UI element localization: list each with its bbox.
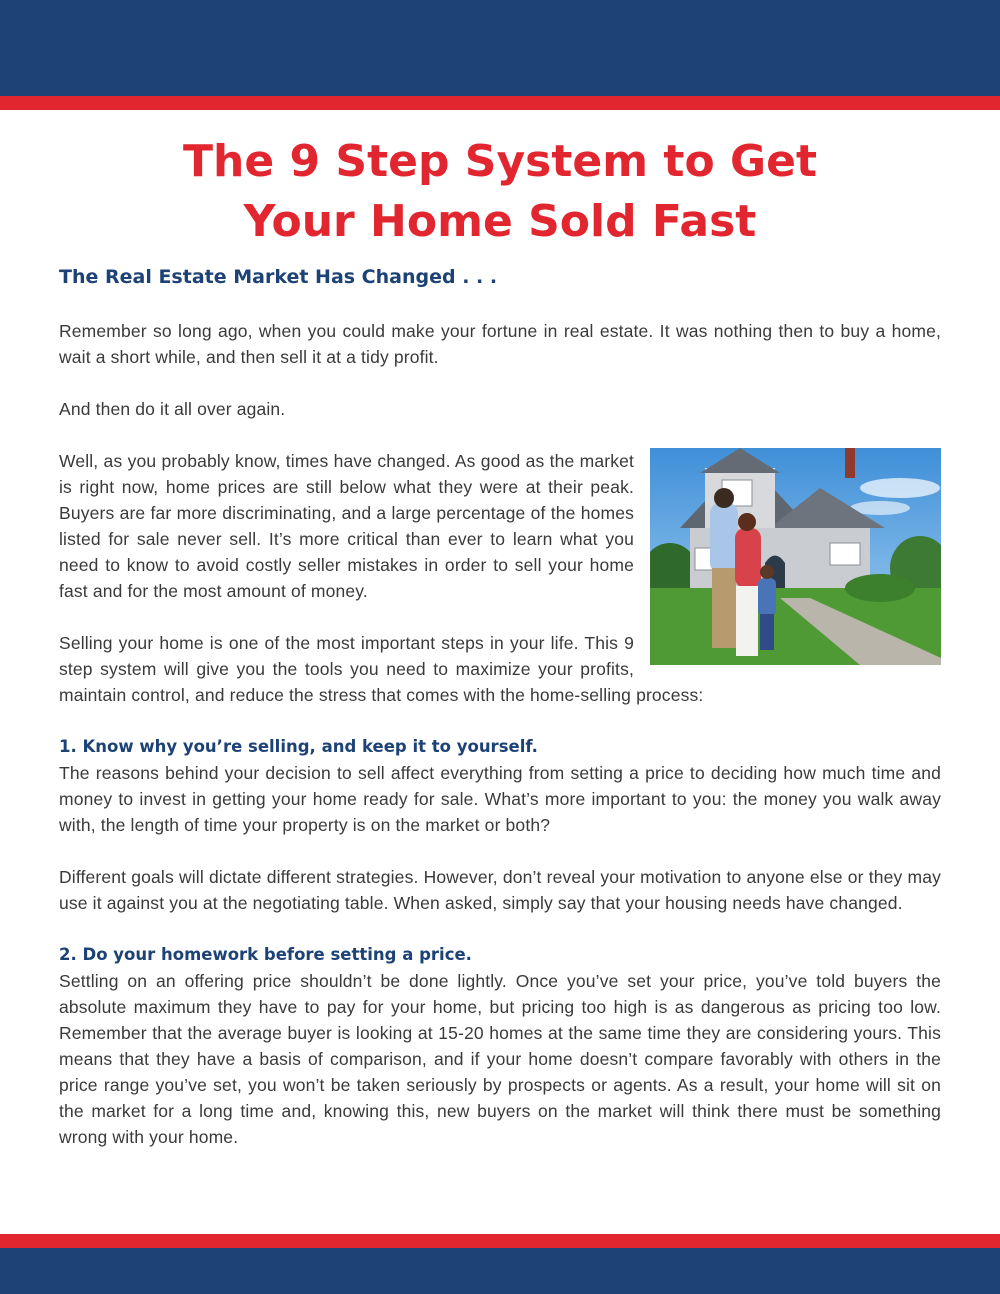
family-house-photo bbox=[650, 448, 941, 665]
step-1-body: The reasons behind your decision to sell affect everything from setting a price to deciding how much time and money to invest in getting your home ready for sale. What’s more important to you: the money you walk away with, the length of time your property is on the market or both? bbox=[59, 763, 941, 835]
page-title bbox=[0, 132, 1000, 252]
market-paragraph bbox=[59, 448, 941, 604]
header-band bbox=[0, 0, 1000, 96]
section-subheading: The Real Estate Market Has Changed . . . bbox=[59, 266, 498, 288]
step-2 bbox=[59, 942, 941, 1150]
selling-intro-paragraph: Selling your home is one of the most important steps in your life. This 9 step system will give you the tools you need to maximize your profits, maintain control, and reduce the stress that comes with the home-selling process: bbox=[59, 633, 704, 705]
intro-paragraph-2: And then do it all over again. bbox=[59, 399, 286, 419]
footer-band bbox=[0, 1248, 1000, 1294]
footer-accent-stripe bbox=[0, 1234, 1000, 1248]
title-line-2: Your Home Sold Fast bbox=[243, 196, 757, 247]
step-1 bbox=[59, 734, 941, 916]
intro-paragraph: Remember so long ago, when you could make your fortune in real estate. It was nothing then to buy a home, wait a short while, and then sell it at a tidy profit. bbox=[59, 321, 941, 367]
step-2-heading: 2. Do your homework before setting a price. bbox=[59, 945, 472, 964]
article-body bbox=[59, 262, 941, 1176]
market-paragraph-text: Well, as you probably know, times have changed. As good as the market is right now, home prices are still below what they were at their peak. Buyers are far more discriminating, and a large percentage of the homes listed for sale never sell. It’s more critical than ever to learn what you need to know to avoid costly seller mistakes in order to sell your home fast and for the most amount of money. bbox=[59, 451, 634, 601]
step-1-body-2: Different goals will dictate different strategies. However, don’t reveal your motivation to anyone else or they may use it against you at the negotiating table. When asked, simply say that your housing needs have changed. bbox=[59, 867, 941, 913]
step-2-body: Settling on an offering price shouldn’t be done lightly. Once you’ve set your price, you’ve told buyers the absolute maximum they have to pay for your home, but pricing too high is as dangerous as pricing too low. Remember that the average buyer is looking at 15-20 homes at the same time they are considering yours. This means that they have a basis of comparison, and if your home doesn’t compare favorably with others in the price range you’ve set, you won’t be taken seriously by prospects or agents. As a result, your home will sit on the market for a long time and, knowing this, new buyers on the market will think there must be something wrong with your home. bbox=[59, 971, 941, 1147]
title-line-1: The 9 Step System to Get bbox=[183, 136, 817, 187]
header-accent-stripe bbox=[0, 96, 1000, 110]
step-1-heading: 1. Know why you’re selling, and keep it to yourself. bbox=[59, 737, 538, 756]
